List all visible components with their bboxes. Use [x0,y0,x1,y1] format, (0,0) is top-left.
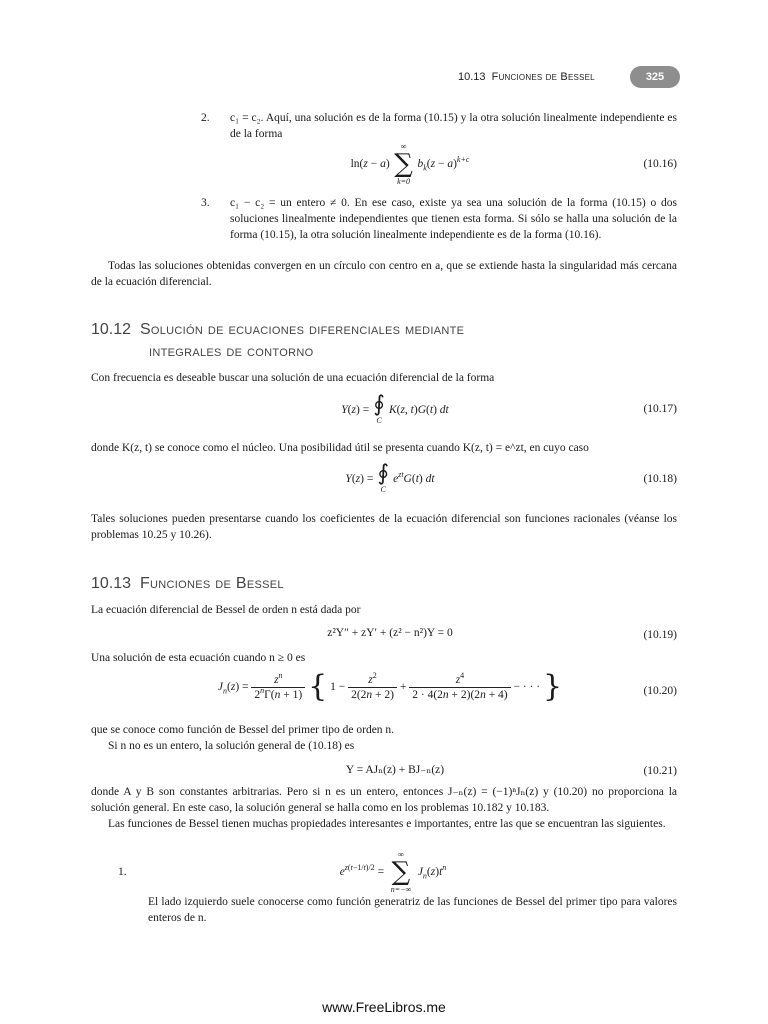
paragraph: Una solución de esta ecuación cuando n ≥ 0 es [91,652,306,664]
list-number: 2. [201,112,210,124]
section-number: 10.12 [91,321,132,338]
header-section-number: 10.13 [458,71,486,83]
paragraph: Todas las soluciones obtenidas convergen en un círculo con centro en a, que se extiende hasta la singularidad más cercana de la ecuación diferencial. [91,260,677,288]
section-title: Funciones de Bessel [139,575,284,592]
equation-label: (10.17) [643,403,677,415]
paragraph: donde A y B son constantes arbitrarias. Pero si n es un entero, entonces J₋ₙ(z) = (−1)ⁿJₙ(z) y (10.20) no proporciona la solución general. En este caso, la solución general se halla como en los problemas 10.182 y 10.183. [91,786,677,814]
paragraph: Las funciones de Bessel tienen muchas propiedades interesantes e importantes, entre las que se encuentran las siguientes. [108,818,666,830]
equation-label: (10.20) [643,685,677,697]
list-item-text: c₁ − c₂ = un entero ≠ 0. En ese caso, existe ya sea una solución de la forma (10.15) o dos soluciones linealmente independientes que tienen esta forma. Si sólo se halla una solución de la forma (10.15), la otra solución linealmente independiente es de la forma (10.16). [230,197,677,241]
paragraph: donde K(z, t) se conoce como el núcleo. Una posibilidad útil se presenta cuando K(z, t) = e^zt, en cuyo caso [91,442,589,454]
paragraph: que se conoce como función de Bessel del primer tipo de orden n. [91,724,395,736]
equation-10-16: ln(z − a) ∞ ∑ k=0 $b_k(z - a)^{k+c}$ [350,142,470,186]
header-section-title: Funciones de Bessel [491,71,595,83]
section-number: 10.13 [91,575,132,592]
paragraph: Con frecuencia es deseable buscar una solución de una ecuación diferencial de la forma [91,372,495,384]
equation-generating-function: $e^{z(t-1/t)/2}$ = ∞ ∑ n=−∞ $J_n(z)t^n$ [339,850,447,894]
section-heading-10-13 [91,575,651,593]
list-item-text: c₁ = c₂. Aquí, una solución es de la forma (10.15) y la otra solución linealmente independiente es de la forma [230,112,677,140]
section-heading-10-12 [91,321,651,339]
equation-10-19: z²Y″ + zY′ + (z² − n²)Y = 0 [327,627,453,639]
equation-10-21: Y = AJₙ(z) + BJ₋ₙ(z) [345,764,445,776]
footer-url: www.FreeLibros.me [322,999,446,1015]
section-heading-10-12-line2 [149,343,649,361]
equation-label: (10.16) [643,158,677,170]
list-number: 1. [118,866,127,878]
paragraph: El lado izquierdo suele conocerse como función generatriz de las funciones de Bessel del primer tipo para valores enteros de n. [148,896,677,924]
equation-10-20: $J_n(z)$ = $\frac{z^n}{2^n\Gamma(n + 1)}$ { 1 − $\frac{z^2}{2(2n + 2)}$ + $\frac{z^4}{2 \cdot 4(2n + 2)(2n + 4)}$ − · · · } [217,669,563,704]
equation-label: (10.19) [643,629,677,641]
paragraph: Si n no es un entero, la solución general de (10.18) es [108,740,355,752]
running-header [458,71,595,83]
equation-10-18: Y(z) = ∮ C $e^{zt}G(t)$ dt [345,461,435,494]
list-number: 3. [201,197,210,209]
paragraph: Tales soluciones pueden presentarse cuando los coeficientes de la ecuación diferencial son funciones racionales (véanse los problemas 10.25 y 10.26). [91,513,677,541]
section-title-line1: Solución de ecuaciones diferenciales mediante [139,321,465,338]
equation-label: (10.21) [643,765,677,777]
equation-label: (10.18) [643,473,677,485]
page-number-badge: 325 [630,66,680,88]
paragraph: La ecuación diferencial de Bessel de orden n está dada por [91,604,361,616]
equation-10-17: Y(z) = ∮ C K(z, t)G(t) dt [341,392,449,425]
section-title-line2: integrales de contorno [149,343,314,360]
